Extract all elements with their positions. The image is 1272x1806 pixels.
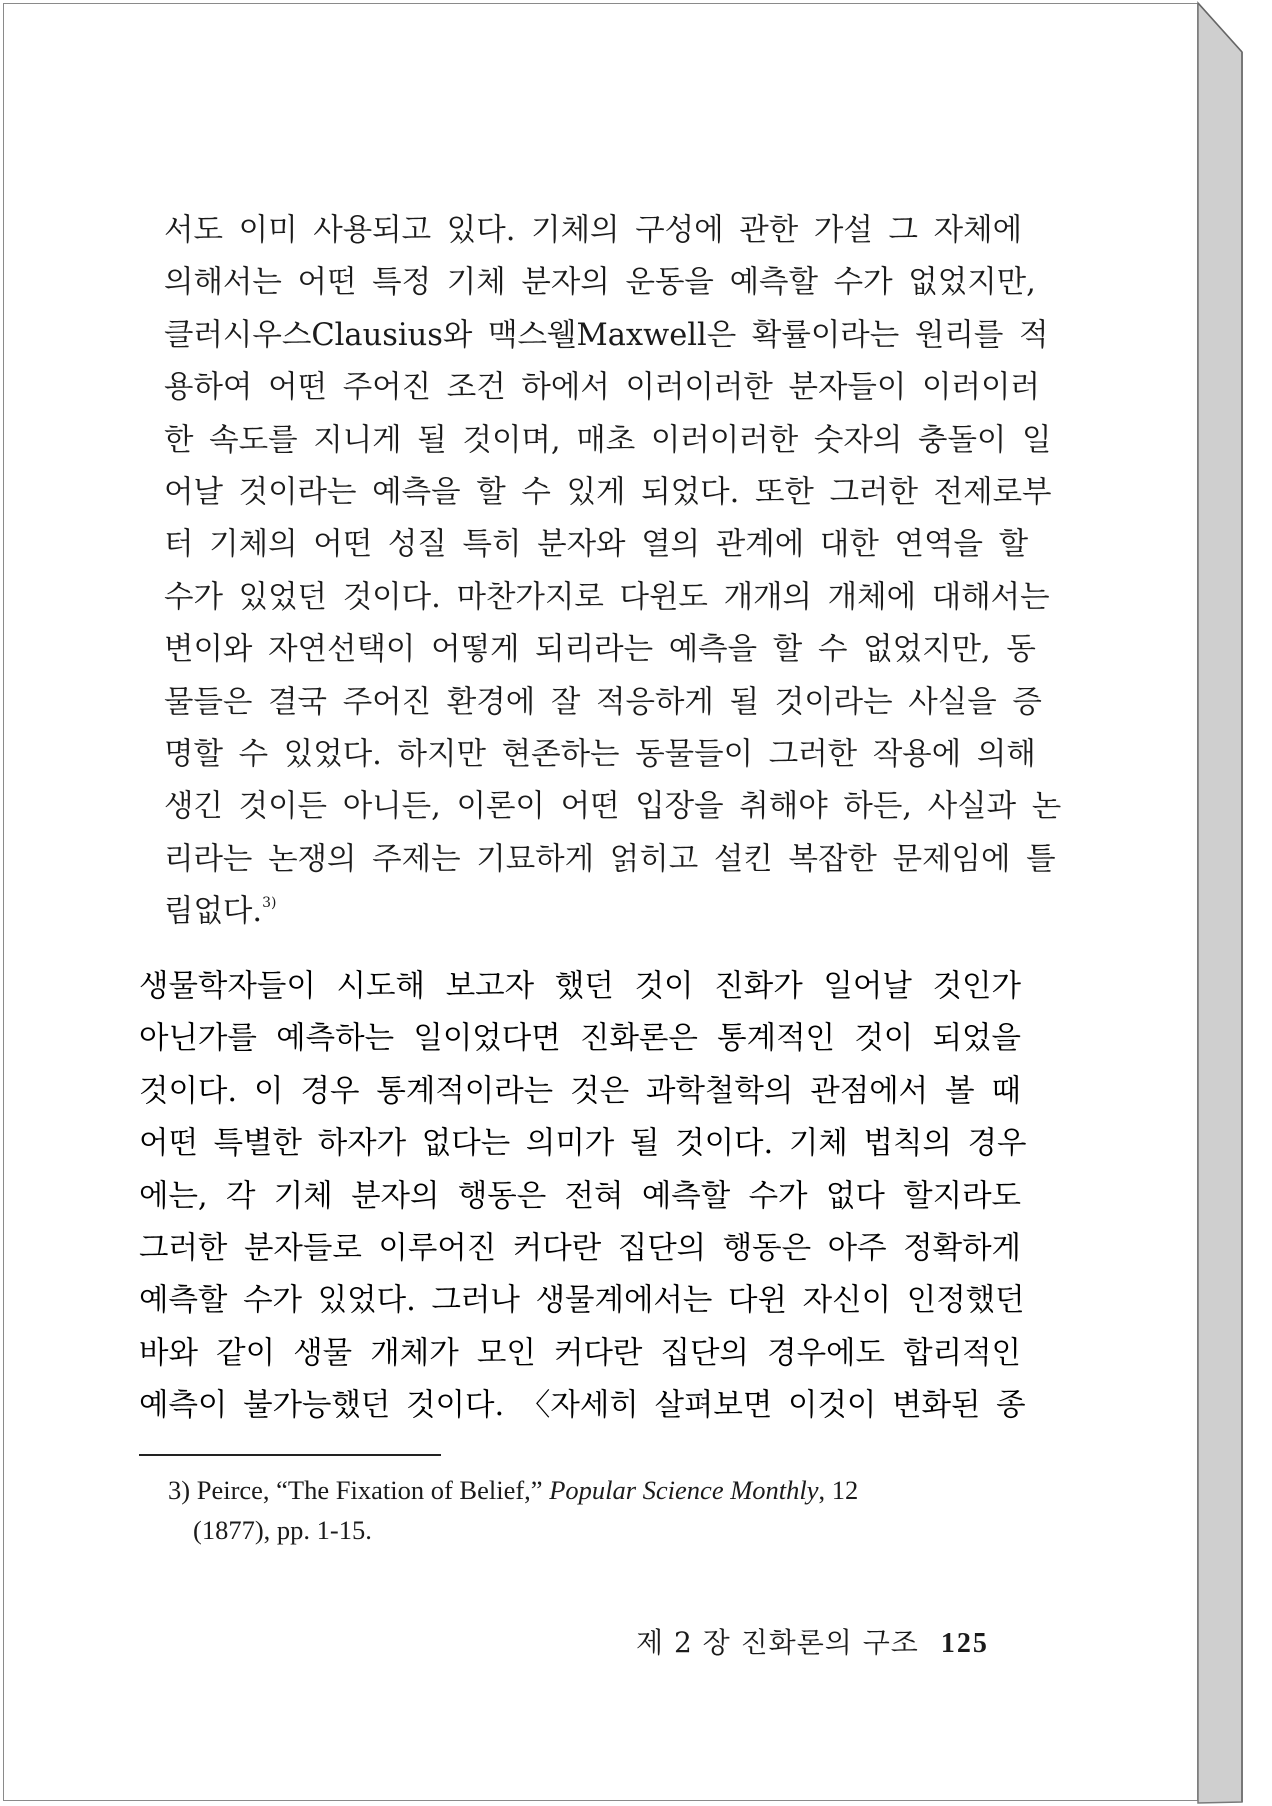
text-line: 변이와 자연선택이 어떻게 되리라는 예측을 할 수 없었지만, 동	[164, 632, 1036, 668]
text-line: 림없다.$^{3)}$	[164, 894, 277, 930]
footnote-line-1	[168, 1470, 1023, 1510]
footnote-title: “The Fixation of Belief,”	[276, 1475, 543, 1505]
text-line: 것이다. 이 경우 통계적이라는 것은 과학철학의 관점에서 볼 때	[139, 1073, 1021, 1109]
text-line: 에는, 각 기체 분자의 행동은 전혀 예측할 수가 없다 할지라도	[139, 1178, 1021, 1214]
text-line: 수가 있었던 것이다. 마찬가지로 다윈도 개개의 개체에 대해서는	[164, 579, 1050, 615]
text-line: 한 속도를 지니게 될 것이며, 매초 이러이러한 숫자의 충돌이 일	[164, 422, 1052, 458]
text-line: 아닌가를 예측하는 일이었다면 진화론은 통계적인 것이 되었을	[139, 1021, 1021, 1057]
text-line: 예측이 불가능했던 것이다. 〈자세히 살펴보면 이것이 변화된 종	[139, 1388, 1026, 1424]
footnote-number: 3)	[168, 1475, 191, 1505]
footnote-3	[168, 1470, 1023, 1550]
footnote-line-2: (1877), pp. 1-15.	[193, 1515, 372, 1545]
text-line: 터 기체의 어떤 성질 특히 분자와 열의 관계에 대한 연역을 할	[164, 527, 1029, 563]
text-line: 클러시우스Clausius와 맥스웰Maxwell은 확률이라는 원리를 적	[164, 317, 1049, 353]
footnote-journal: Popular Science Monthly	[549, 1475, 819, 1505]
text-line: 명할 수 있었다. 하지만 현존하는 동물들이 그러한 작용에 의해	[164, 737, 1036, 773]
text-line: 그러한 분자들로 이루어진 커다란 집단의 행동은 아주 정확하게	[139, 1231, 1021, 1267]
text-line: 물들은 결국 주어진 환경에 잘 적응하게 될 것이라는 사실을 증	[164, 684, 1042, 720]
text-line: 리라는 논쟁의 주제는 기묘하게 얽히고 설킨 복잡한 문제임에 틀	[164, 841, 1056, 877]
footnote-reference[interactable]: 3)	[262, 895, 277, 912]
text-line: 바와 같이 생물 개체가 모인 커다란 집단의 경우에도 합리적인	[139, 1335, 1021, 1371]
text-line: 용하여 어떤 주어진 조건 하에서 이러이러한 분자들이 이러이러	[164, 370, 1040, 406]
paragraph-2	[139, 961, 1027, 1433]
chapter-title: 제 2 장 진화론의 구조	[636, 1626, 919, 1659]
text-line: 서도 이미 사용되고 있다. 기체의 구성에 관한 가설 그 자체에	[164, 213, 1023, 248]
page-number: 125	[940, 1628, 989, 1659]
text-line: 생긴 것이든 아니든, 이론이 어떤 입장을 취해야 하든, 사실과 논	[164, 789, 1062, 825]
text-line: 예측할 수가 있었다. 그러나 생물계에서는 다윈 자신이 인정했던	[139, 1283, 1025, 1319]
footnote-author: Peirce,	[196, 1475, 270, 1505]
text-line: 의해서는 어떤 특정 기체 분자의 운동을 예측할 수가 없었지만,	[164, 265, 1036, 301]
text-line: 어떤 특별한 하자가 없다는 의미가 될 것이다. 기체 법칙의 경우	[139, 1126, 1027, 1162]
text-line: 어날 것이라는 예측을 할 수 있게 되었다. 또한 그러한 전제로부	[164, 475, 1052, 511]
text-line: 생물학자들이 시도해 보고자 했던 것이 진화가 일어날 것인가	[139, 969, 1021, 1004]
footnote-separator	[139, 1454, 441, 1456]
running-footer	[636, 1621, 989, 1661]
footnote-volume: , 12	[818, 1475, 859, 1505]
paragraph-1	[164, 205, 1062, 939]
